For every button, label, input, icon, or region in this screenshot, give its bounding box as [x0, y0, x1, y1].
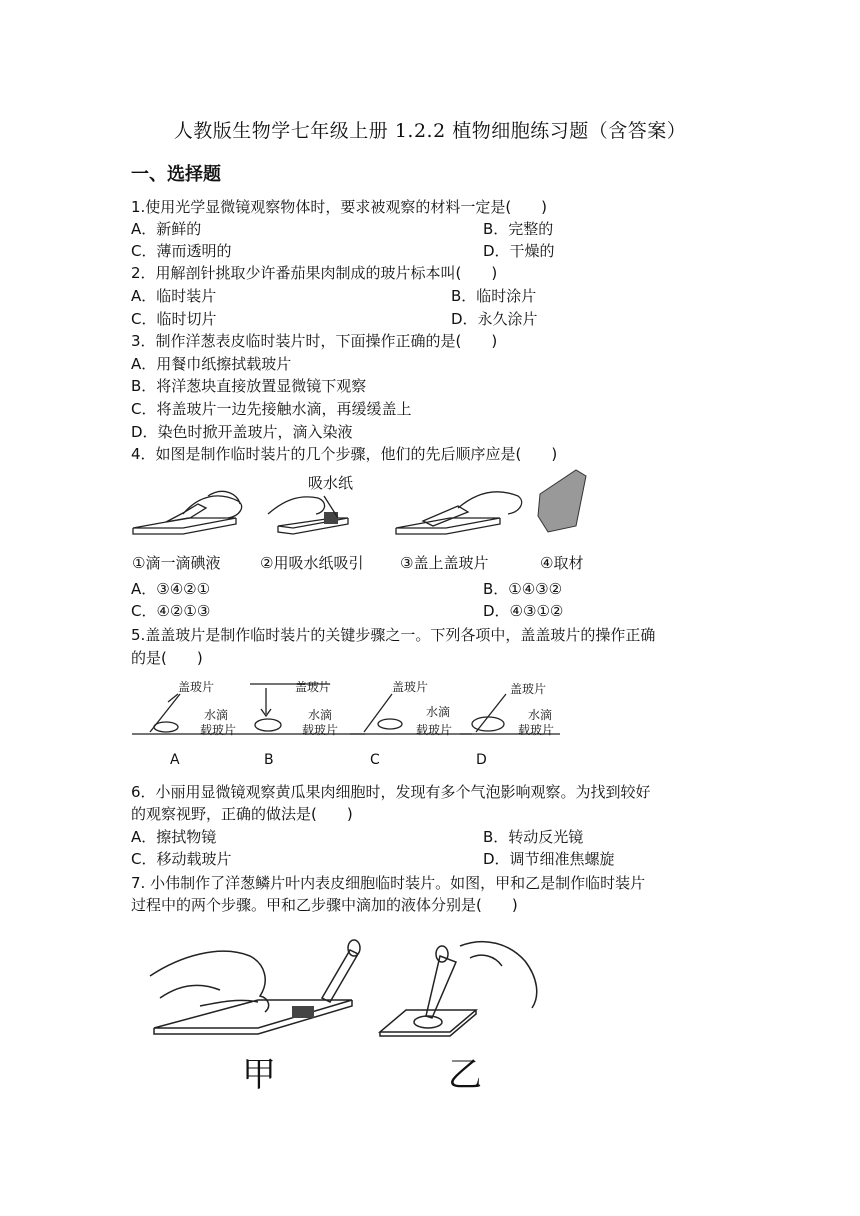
q3-option-b: B．将洋葱块直接放置显微镜下观察: [131, 377, 367, 395]
step1-drawing: [133, 491, 242, 534]
q5-c-slide-label: 载玻片: [416, 723, 453, 737]
q4-fig-label-1: ①滴一滴碘液: [132, 554, 221, 572]
document-title: 人教版生物学七年级上册 1.2.2 植物细胞练习题（含答案）: [173, 120, 687, 142]
q3-option-c: C．将盖玻片一边先接触水滴，再缓缓盖上: [131, 400, 412, 418]
q5-d-slide-label: 载玻片: [518, 723, 555, 737]
q4-option-b: B．①④③②: [483, 580, 563, 598]
q4-fig-label-2: ②用吸水纸吸引: [260, 554, 364, 572]
q4-option-c: C．④②①③: [131, 602, 211, 620]
q5-a-slide-label: 载玻片: [200, 723, 237, 737]
q6-option-b: B．转动反光镜: [483, 828, 584, 846]
q5-b-water-label: 水滴: [308, 708, 333, 722]
q7-stem-line1: 7. 小伟制作了洋葱鳞片叶内表皮细胞临时装片。如图，甲和乙是制作临时装片: [131, 874, 646, 892]
q5-stem-line1: 5.盖盖玻片是制作临时装片的关键步骤之一。下列各项中，盖盖玻片的操作正确: [131, 626, 656, 644]
q6-stem-line1: 6．小丽用显微镜观察黄瓜果肉细胞时，发现有多个气泡影响观察。为找到较好: [131, 783, 651, 801]
q7-label-jia: 甲: [242, 1055, 276, 1095]
q5-letter-d: D: [476, 752, 487, 768]
q5-a-cover-label: 盖玻片: [178, 680, 215, 694]
q6-stem-line2: 的观察视野，正确的做法是( ): [131, 805, 353, 823]
q2-option-a: A．临时装片: [131, 287, 217, 305]
q2-option-d: D．永久涂片: [451, 310, 538, 328]
q3-option-a: A．用餐巾纸擦拭载玻片: [131, 355, 292, 373]
q1-option-d: D．干燥的: [483, 242, 555, 260]
q5-letter-b: B: [264, 752, 274, 768]
q5-figure: [130, 674, 570, 770]
q3-option-d: D．染色时掀开盖玻片，滴入染液: [131, 423, 353, 441]
q1-option-c: C．薄而透明的: [131, 242, 232, 260]
q3-stem: 3．制作洋葱表皮临时装片时，下面操作正确的是( ): [131, 332, 498, 350]
step4-drawing: [538, 470, 586, 532]
q5-letter-a: A: [170, 752, 180, 768]
q4-stem: 4．如图是制作临时装片的几个步骤，他们的先后顺序应是( ): [131, 445, 558, 463]
q5-d-cover-label: 盖玻片: [510, 682, 547, 696]
q5-a-water-label: 水滴: [204, 708, 229, 722]
q4-option-d: D．④③①②: [483, 602, 564, 620]
step3-drawing: [396, 492, 522, 534]
q1-option-a: A．新鲜的: [131, 220, 202, 238]
q1-option-b: B．完整的: [483, 220, 554, 238]
q7-label-yi: 乙: [448, 1055, 482, 1095]
q5-b-cover-label: 盖玻片: [295, 680, 332, 694]
q6-option-d: D．调节细准焦螺旋: [483, 850, 615, 868]
q4-fig-label-3: ③盖上盖玻片: [400, 554, 489, 572]
q4-fig-label-4: ④取材: [540, 554, 584, 572]
q5-c-water-label: 水滴: [426, 705, 451, 719]
step2-drawing: [268, 496, 348, 534]
q6-option-c: C．移动载玻片: [131, 850, 232, 868]
q4-option-a: A．③④②①: [131, 580, 211, 598]
q2-stem: 2．用解剖针挑取少许番茄果肉制成的玻片标本叫( ): [131, 264, 498, 282]
q7-yi-drawing: [380, 942, 537, 1036]
q7-jia-drawing: [150, 940, 360, 1034]
q5-b-slide-label: 载玻片: [302, 723, 339, 737]
q5-d-water-label: 水滴: [528, 708, 553, 722]
q5-c-cover-label: 盖玻片: [392, 680, 429, 694]
q2-option-b: B．临时涂片: [451, 287, 537, 305]
q1-stem: 1.使用光学显微镜观察物体时，要求被观察的材料一定是( ): [131, 198, 548, 216]
q6-option-a: A．擦拭物镜: [131, 828, 217, 846]
q5-letter-c: C: [370, 752, 380, 768]
q4-fig-top-label: 吸水纸: [308, 474, 354, 492]
q2-option-c: C．临时切片: [131, 310, 217, 328]
q4-figure: [128, 466, 598, 576]
q7-figure: [140, 936, 560, 1096]
section-heading: 一、选择题: [131, 164, 221, 185]
q7-stem-line2: 过程中的两个步骤。甲和乙步骤中滴加的液体分别是( ): [131, 896, 518, 914]
q5-stem-line2: 的是( ): [131, 649, 203, 667]
